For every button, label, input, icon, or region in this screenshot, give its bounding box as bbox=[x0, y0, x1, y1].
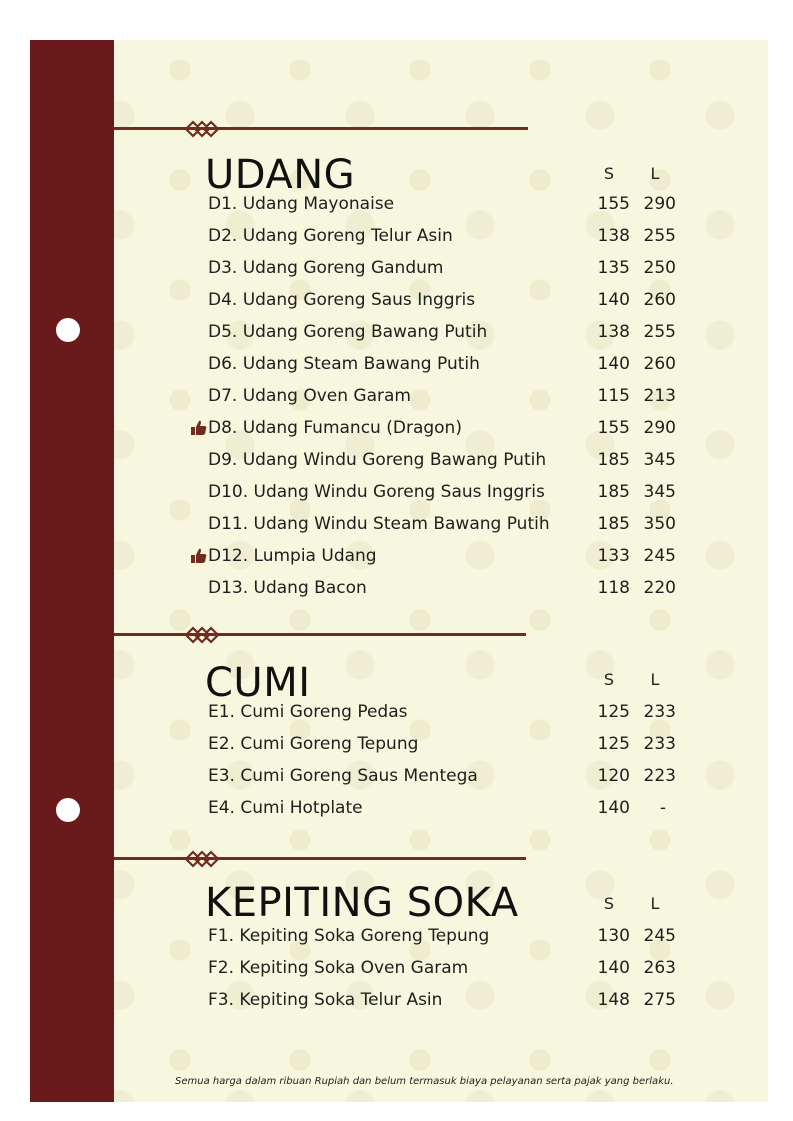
binder-hole-bottom bbox=[56, 798, 80, 822]
price-large: 250 bbox=[643, 258, 676, 278]
price-large: 233 bbox=[643, 702, 676, 722]
price-small: 155 bbox=[597, 418, 630, 438]
price-small: 138 bbox=[597, 322, 630, 342]
price-small: 185 bbox=[597, 482, 630, 502]
menu-item-row bbox=[190, 258, 690, 286]
menu-item-name: F2. Kepiting Soka Oven Garam bbox=[208, 958, 469, 978]
price-large: 223 bbox=[643, 766, 676, 786]
price-small: 140 bbox=[597, 958, 630, 978]
price-large: 260 bbox=[643, 290, 676, 310]
size-large-header: L bbox=[650, 164, 660, 183]
menu-item-name: F3. Kepiting Soka Telur Asin bbox=[208, 990, 443, 1010]
menu-item-name: E3. Cumi Goreng Saus Mentega bbox=[208, 766, 478, 786]
price-small: 125 bbox=[597, 734, 630, 754]
price-large: 263 bbox=[643, 958, 676, 978]
price-small: 140 bbox=[597, 290, 630, 310]
kepiting-soka-section-title: KEPITING SOKA bbox=[205, 880, 519, 926]
menu-item-row bbox=[190, 734, 690, 762]
menu-item-name: D13. Udang Bacon bbox=[208, 578, 367, 598]
menu-item-name: D3. Udang Goreng Gandum bbox=[208, 258, 444, 278]
thumbs-up-icon bbox=[190, 547, 208, 565]
price-small: 135 bbox=[597, 258, 630, 278]
size-large-header: L bbox=[650, 670, 660, 689]
menu-item-name: D8. Udang Fumancu (Dragon) bbox=[208, 418, 462, 438]
menu-item-row bbox=[190, 418, 690, 446]
menu-item-name: E4. Cumi Hotplate bbox=[208, 798, 363, 818]
price-small: 118 bbox=[597, 578, 630, 598]
menu-item-name: D2. Udang Goreng Telur Asin bbox=[208, 226, 453, 246]
menu-item-row bbox=[190, 990, 690, 1018]
price-large: 255 bbox=[643, 226, 676, 246]
menu-item-name: D11. Udang Windu Steam Bawang Putih bbox=[208, 514, 550, 534]
price-small: 155 bbox=[597, 194, 630, 214]
menu-item-name: E1. Cumi Goreng Pedas bbox=[208, 702, 408, 722]
price-small: 120 bbox=[597, 766, 630, 786]
menu-spine bbox=[30, 40, 114, 1102]
binder-hole-top bbox=[56, 318, 80, 342]
menu-item-name: D4. Udang Goreng Saus Inggris bbox=[208, 290, 476, 310]
price-small: 130 bbox=[597, 926, 630, 946]
price-large: - bbox=[659, 798, 666, 818]
menu-item-row bbox=[190, 290, 690, 318]
price-large: 245 bbox=[643, 546, 676, 566]
menu-item-row bbox=[190, 958, 690, 986]
menu-item-name: F1. Kepiting Soka Goreng Tepung bbox=[208, 926, 490, 946]
menu-item-name: D6. Udang Steam Bawang Putih bbox=[208, 354, 480, 374]
price-small: 185 bbox=[597, 514, 630, 534]
menu-item-row bbox=[190, 926, 690, 954]
price-large: 350 bbox=[643, 514, 676, 534]
menu-item-name: E2. Cumi Goreng Tepung bbox=[208, 734, 419, 754]
menu-item-row bbox=[190, 226, 690, 254]
menu-item-row bbox=[190, 578, 690, 606]
menu-item-name: D1. Udang Mayonaise bbox=[208, 194, 395, 214]
cumi-divider bbox=[114, 633, 526, 636]
price-small: 148 bbox=[597, 990, 630, 1010]
menu-item-row bbox=[190, 354, 690, 382]
menu-item-row bbox=[190, 546, 690, 574]
price-large: 290 bbox=[643, 194, 676, 214]
knot-ornament-icon bbox=[182, 626, 222, 644]
menu-item-row bbox=[190, 194, 690, 222]
menu-item-row bbox=[190, 386, 690, 414]
price-large: 290 bbox=[643, 418, 676, 438]
menu-item-row bbox=[190, 514, 690, 542]
cumi-section-title: CUMI bbox=[205, 660, 311, 706]
price-large: 220 bbox=[643, 578, 676, 598]
menu-item-row bbox=[190, 450, 690, 478]
price-small: 138 bbox=[597, 226, 630, 246]
price-small: 133 bbox=[597, 546, 630, 566]
price-large: 345 bbox=[643, 482, 676, 502]
kepiting-soka-divider bbox=[114, 857, 526, 860]
menu-item-row bbox=[190, 482, 690, 510]
menu-item-name: D12. Lumpia Udang bbox=[208, 546, 377, 566]
price-footnote: Semua harga dalam ribuan Rupiah dan belum termasuk biaya pelayanan serta pajak yang berlaku. bbox=[175, 1076, 674, 1087]
udang-divider bbox=[114, 127, 528, 130]
price-small: 140 bbox=[597, 798, 630, 818]
price-small: 115 bbox=[597, 386, 630, 406]
price-large: 255 bbox=[643, 322, 676, 342]
size-small-header: S bbox=[603, 894, 615, 913]
menu-item-name: D7. Udang Oven Garam bbox=[208, 386, 411, 406]
price-small: 140 bbox=[597, 354, 630, 374]
menu-item-row bbox=[190, 702, 690, 730]
price-large: 245 bbox=[643, 926, 676, 946]
size-small-header: S bbox=[603, 670, 615, 689]
price-large: 233 bbox=[643, 734, 676, 754]
thumbs-up-icon bbox=[190, 419, 208, 437]
menu-item-name: D10. Udang Windu Goreng Saus Inggris bbox=[208, 482, 545, 502]
menu-item-name: D9. Udang Windu Goreng Bawang Putih bbox=[208, 450, 547, 470]
menu-item-row bbox=[190, 766, 690, 794]
knot-ornament-icon bbox=[182, 120, 222, 138]
price-large: 260 bbox=[643, 354, 676, 374]
price-large: 275 bbox=[643, 990, 676, 1010]
knot-ornament-icon bbox=[182, 850, 222, 868]
menu-item-name: D5. Udang Goreng Bawang Putih bbox=[208, 322, 488, 342]
price-small: 185 bbox=[597, 450, 630, 470]
size-small-header: S bbox=[603, 164, 615, 183]
udang-section-title: UDANG bbox=[205, 152, 356, 198]
menu-item-row bbox=[190, 798, 690, 826]
price-large: 213 bbox=[643, 386, 676, 406]
price-large: 345 bbox=[643, 450, 676, 470]
size-large-header: L bbox=[650, 894, 660, 913]
price-small: 125 bbox=[597, 702, 630, 722]
menu-item-row bbox=[190, 322, 690, 350]
